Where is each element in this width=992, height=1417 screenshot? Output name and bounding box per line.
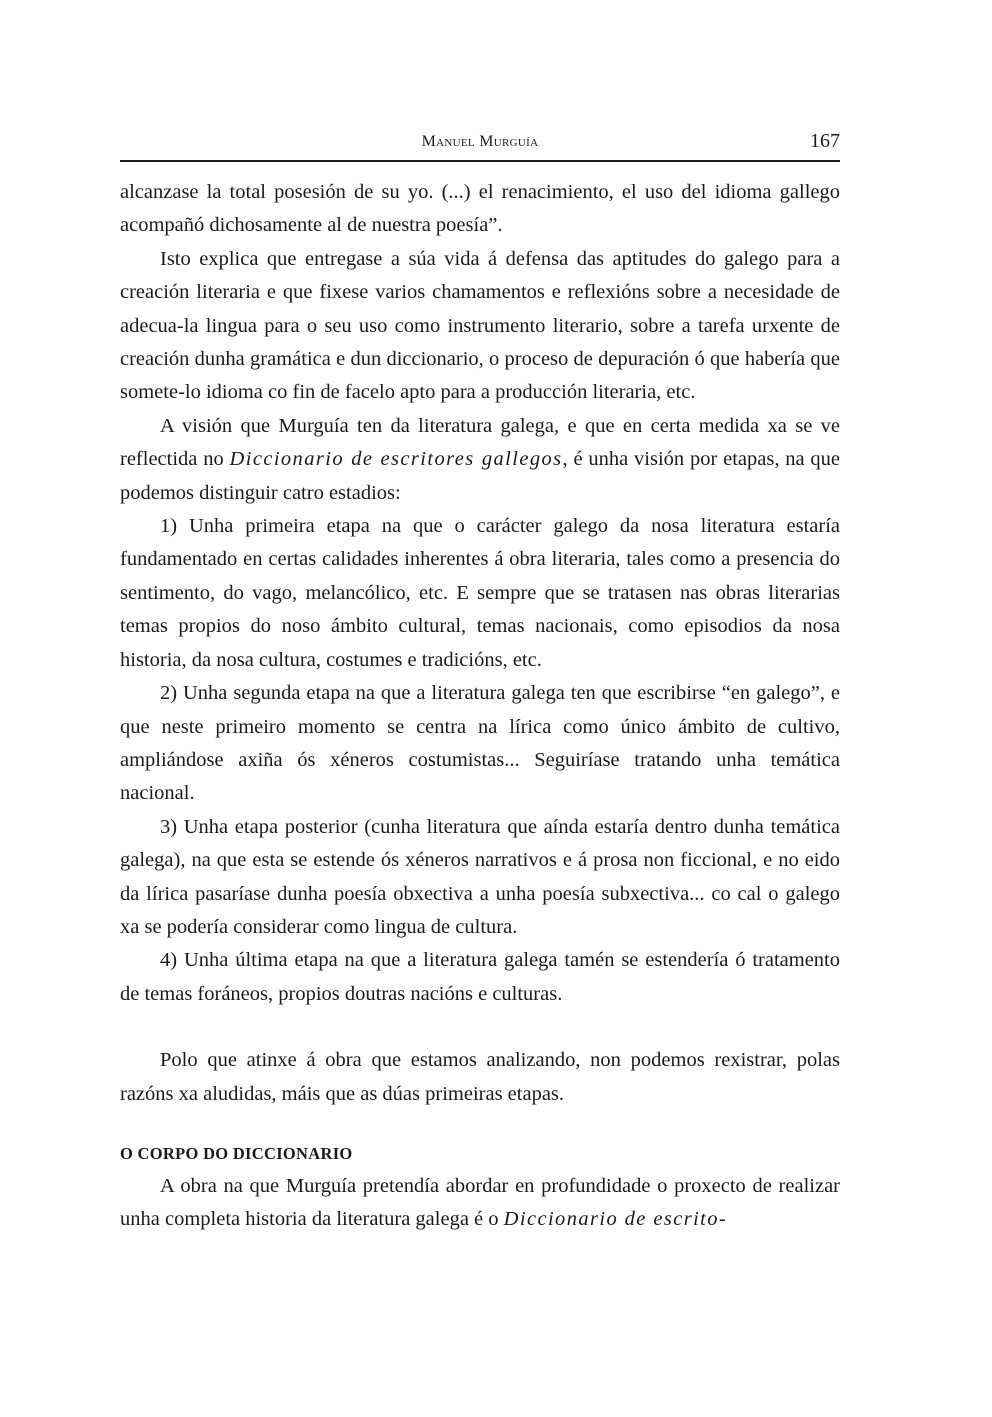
paragraph-quote-end: alcanzase la total posesión de su yo. (...) el renacimiento, el uso del idioma gallego acompañó dichosamente al de nuestra poesía”. (120, 181, 840, 237)
book-title-italic: Diccionario de escrito- (503, 1208, 728, 1231)
stage-3-paragraph: 3) Unha etapa posterior (cunha literatura que aínda estaría dentro dunha temática galega), na que esta se estende ós xéneros narrativos e á prosa non ficcional, e no eido da lírica pasaríase dunha poesía obxectiva a unha poesía subxectiva... co cal o galego xa se podería considerar como lingua de cultura. (120, 815, 840, 938)
stage-4-paragraph: 4) Unha última etapa na que a literatura galega tamén se estendería ó tratamento de temas foráneos, propios doutras nacións e culturas. (120, 949, 840, 1005)
page-number: 167 (810, 130, 840, 152)
section-heading: O CORPO DO DICCIONARIO (120, 1143, 353, 1163)
main-text (120, 176, 840, 1237)
running-header (120, 130, 840, 162)
paragraph-defense-of-galician: Isto explica que entregase a súa vida á defensa das aptitudes do galego para a creación literaria e que fixese varios chamamentos e reflexións sobre a necesidade de adecua-la lingua para o seu uso como instrumento literario, sobre a tarefa urxente de creación dunha gramática e dun diccionario, o proceso de depuración ó que habería que somete-lo idioma co fin de facelo apto para a producción literaria, etc. (120, 247, 840, 404)
book-title-italic: Diccionario de escritores gallegos (229, 448, 563, 471)
paragraph-conclusion: Polo que atinxe á obra que estamos analizando, non podemos rexistrar, polas razóns xa aludidas, máis que as dúas primeiras etapas. (120, 1049, 840, 1105)
stage-1-paragraph: 1) Unha primeira etapa na que o carácter galego da nosa literatura estaría fundamentado en certas calidades inherentes á obra literaria, tales como a presencia do sentimento, do vago, melancólico, etc. E sempre que se tratasen nas obras literarias temas propios do noso ámbito cultural, temas nacionais, como episodios da nosa historia, da nosa cultura, costumes e tradicións, etc. (120, 515, 840, 671)
text-run: A obra na que Murguía pretendía abordar en profundidade o proxecto de realizar unha completa historia da literatura galega é o (120, 1174, 840, 1231)
text-run: , é unha visión por etapas, na que podemos distinguir catro estadios: (120, 448, 841, 504)
paragraph-dictionary-intro (120, 1170, 840, 1237)
stage-2-paragraph: 2) Unha segunda etapa na que a literatura galega ten que escribirse “en galego”, e que neste primeiro momento se centra na lírica como único ámbito de cultivo, ampliándose axiña ós xéneros costumistas... Seguiríase tratando unha temática nacional. (120, 682, 840, 805)
running-head-author: Manuel Murguía (421, 133, 539, 150)
text-run: A visión que Murguía ten da literatura galega, e que en certa medida xa se ve reflectida no (120, 414, 840, 471)
paragraph-vision-by-stages (120, 410, 840, 510)
